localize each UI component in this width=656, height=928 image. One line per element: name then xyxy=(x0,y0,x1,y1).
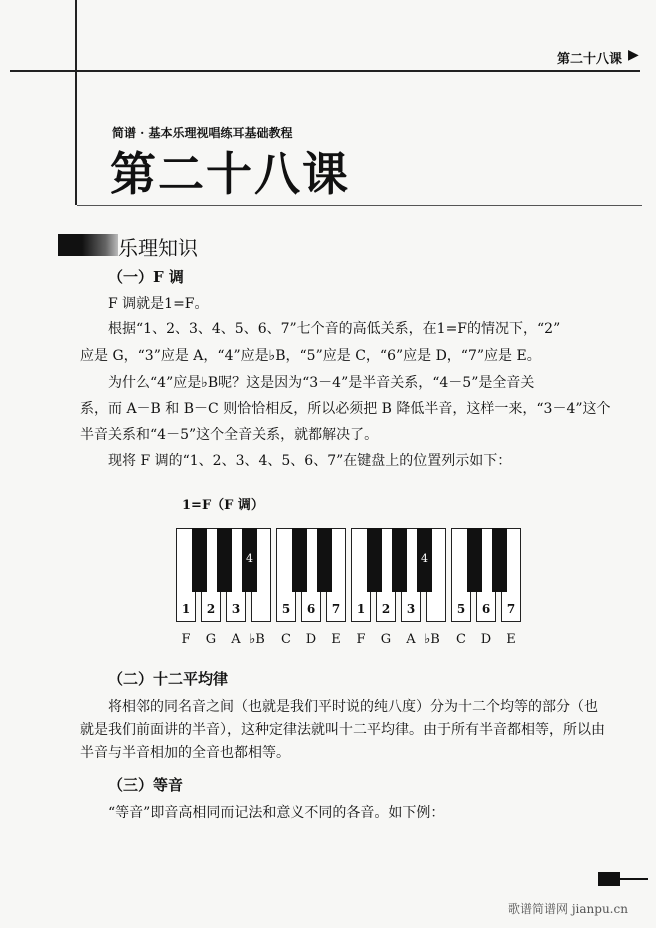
note-name: F xyxy=(356,632,366,647)
key-number: 6 xyxy=(306,602,316,616)
black-key xyxy=(292,528,307,592)
title-underline-rule xyxy=(77,205,642,206)
section-title: 乐理知识 xyxy=(118,236,198,260)
black-key xyxy=(217,528,232,592)
paragraph-line: 系，而 A－B 和 B－C 则恰恰相反，所以必须把 B 降低半音，这样一来，“3－4”这个 xyxy=(80,401,611,417)
black-key xyxy=(367,528,382,592)
paragraph-line: 就是我们前面讲的半音），这种定律法就叫十二平均律。由于所有半音都相等，所以由 xyxy=(80,722,605,738)
running-head: 第二十八课 xyxy=(557,52,623,67)
paragraph-line: 现将 F 调的“1、2、3、4、5、6、7”在键盘上的位置列示如下： xyxy=(108,453,512,469)
note-name: D xyxy=(305,632,317,647)
note-name: A xyxy=(231,632,241,647)
black-key-number: 4 xyxy=(246,552,253,565)
paragraph-line: 半音与半音相加的全音也都相等。 xyxy=(80,745,290,761)
note-name: F xyxy=(181,632,191,647)
paragraph-line: “等音”即音高相同而记法和意义不同的各音。如下例： xyxy=(108,805,445,821)
watermark: 歌谱简谱网 jianpu.cn xyxy=(508,902,628,916)
header-vertical-rule xyxy=(75,0,77,205)
paragraph-line: 将相邻的同名音之间（也就是我们平时说的纯八度）分为十二个均等的部分（也 xyxy=(108,699,598,715)
note-name: ♭B xyxy=(424,632,440,647)
note-name: C xyxy=(281,632,291,647)
piano-keyboard xyxy=(176,528,532,624)
note-name: ♭B xyxy=(249,632,265,647)
paragraph-line: 应是 G，“3”应是 A，“4”应是♭B，“5”应是 C，“6”应是 D，“7”应是 E。 xyxy=(80,348,541,364)
keyboard-label: 1=F（F 调） xyxy=(182,498,264,513)
note-name: E xyxy=(331,632,341,647)
black-key-number: 4 xyxy=(421,552,428,565)
key-number: 1 xyxy=(181,602,191,616)
black-key xyxy=(492,528,507,592)
key-number: 3 xyxy=(406,602,416,616)
key-number: 2 xyxy=(206,602,216,616)
key-number: 5 xyxy=(281,602,291,616)
key-number: 5 xyxy=(456,602,466,616)
enharmonic-heading: （三）等音 xyxy=(108,776,184,794)
black-key xyxy=(242,528,257,592)
paragraph-line: 半音关系和“4－5”这个全音关系，就都解决了。 xyxy=(80,427,379,443)
equal-temperament-heading: （二）十二平均律 xyxy=(108,670,229,688)
key-number: 2 xyxy=(381,602,391,616)
note-name: C xyxy=(456,632,466,647)
note-name: G xyxy=(205,632,217,647)
black-key xyxy=(192,528,207,592)
key-number: 6 xyxy=(481,602,491,616)
key-number: 3 xyxy=(231,602,241,616)
f-key-heading: （一）F 调 xyxy=(108,268,184,286)
running-head-arrow-icon: ▶ xyxy=(628,47,639,63)
page-number-bar xyxy=(598,872,620,886)
header-horizontal-rule xyxy=(10,70,640,72)
lesson-title: 第二十八课 xyxy=(110,147,350,201)
note-name: G xyxy=(380,632,392,647)
section-title-bar xyxy=(58,234,118,256)
key-number: 7 xyxy=(506,602,516,616)
key-number: 1 xyxy=(356,602,366,616)
note-name: E xyxy=(506,632,516,647)
book-title: 简谱 · 基本乐理视唱练耳基础教程 xyxy=(112,126,293,140)
paragraph-line: 根据“1、2、3、4、5、6、7”七个音的高低关系，在1=F的情况下，“2” xyxy=(108,321,561,337)
paragraph-line: 为什么“4”应是♭B呢？这是因为“3－4”是半音关系，“4－5”是全音关 xyxy=(108,375,535,391)
black-key xyxy=(467,528,482,592)
black-key xyxy=(317,528,332,592)
key-number: 7 xyxy=(331,602,341,616)
note-name: A xyxy=(406,632,416,647)
note-name: D xyxy=(480,632,492,647)
page-number-rule xyxy=(620,878,648,880)
black-key xyxy=(417,528,432,592)
paragraph-line: F 调就是1=F。 xyxy=(108,296,209,312)
black-key xyxy=(392,528,407,592)
